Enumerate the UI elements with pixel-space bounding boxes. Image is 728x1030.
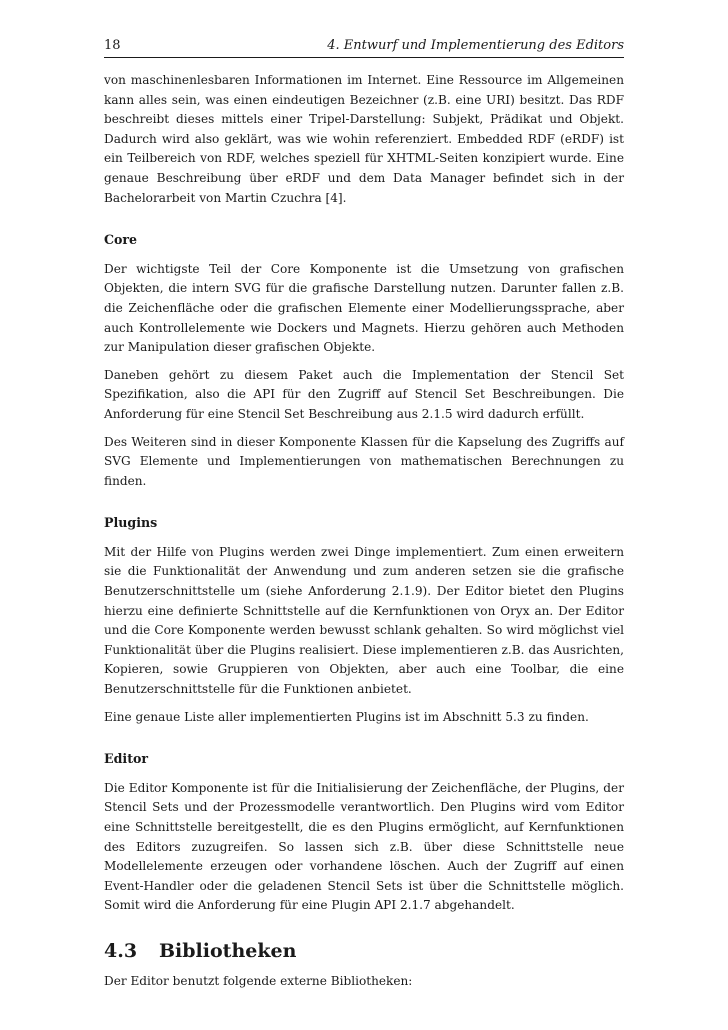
section-title: Bibliotheken xyxy=(159,939,297,962)
plugins-heading: Plugins xyxy=(104,515,158,531)
section-intro-paragraph: Der Editor benutzt folgende externe Bibliotheken: xyxy=(104,973,413,988)
plugins-paragraph-1: Mit der Hilfe von Plugins werden zwei Dinge implementiert. Zum einen erweitern sie die Funktionalität der Anwendung und zum anderen setzen sie die grafische Benutzerschnittstelle um (siehe Anforderung 2.1.9). Der Editor bietet den Plugins hierzu eine definierte Schnittstelle auf die Kernfunktionen von Oryx an. Der Editor und die Core Komponente werden bewusst schlank gehalten. So wird möglichst viel Funktionalität über die Plugins realisiert. Diese implementieren z.B. das Ausrichten, Kopieren, sowie Gruppieren von Objekten, aber auch eine Toolbar, die eine Benutzerschnittstelle für die Funktionen anbietet. xyxy=(104,544,624,697)
editor-subsection xyxy=(104,749,624,916)
core-paragraph-3: Des Weiteren sind in dieser Komponente Klassen für die Kapselung des Zugriffs auf SVG Elemente und Implementierungen von mathematischen Berechnungen zu finden. xyxy=(104,434,624,488)
editor-paragraph-1: Die Editor Komponente ist für die Initialisierung der Zeichenfläche, der Plugins, der Stencil Sets und der Prozessmodelle verantwortlich. Den Plugins wird vom Editor eine Schnittstelle bereitgestellt, die es den Plugins ermöglicht, auf Kernfunktionen des Editors zuzugreifen. So lassen sich z.B. über diese Schnittstelle neue Modellelemente erzeugen oder vorhandene löschen. Auch der Zugriff auf einen Event-Handler oder die geladenen Stencil Sets ist über die Schnittstelle möglich. Somit wird die Anforderung für eine Plugin API 2.1.7 abgehandelt. xyxy=(104,780,624,913)
section-number: 4.3 xyxy=(104,939,138,962)
core-heading: Core xyxy=(104,232,138,248)
core-subsection xyxy=(104,230,624,491)
running-chapter-title: 4. Entwurf und Implementierung des Editors xyxy=(327,38,624,53)
running-head xyxy=(104,36,624,56)
core-paragraph-2: Daneben gehört zu diesem Paket auch die Implementation der Stencil Set Spezifikation, also die API für den Zugriff auf Stencil Set Beschreibungen. Die Anforderung für eine Stencil Set Beschreibung aus 2.1.5 wird dadurch erfüllt. xyxy=(104,367,624,421)
section-heading xyxy=(104,938,624,964)
plugins-paragraph-2: Eine genaue Liste aller implementierten Plugins ist im Abschnitt 5.3 zu finden. xyxy=(104,709,589,724)
plugins-subsection xyxy=(104,513,624,727)
header-rule xyxy=(104,57,624,58)
intro-paragraph: von maschinenlesbaren Informationen im Internet. Eine Ressource im Allgemeinen kann alles sein, was einen eindeutigen Bezeichner (z.B. eine URI) besitzt. Das RDF beschreibt dieses mittels einer Tripel-Darstellung: Subjekt, Prädikat und Objekt. Dadurch wird also geklärt, was wie wohin referenziert. Embedded RDF (eRDF) ist ein Teilbereich von RDF, welches speziell für XHTML-Seiten konzipiert wurde. Eine genaue Beschreibung über eRDF und dem Data Manager befindet sich in der Bachelorarbeit von Martin Czuchra [4]. xyxy=(104,73,624,205)
page-body xyxy=(104,71,624,1000)
core-paragraph-1: Der wichtigste Teil der Core Komponente ist die Umsetzung von grafischen Objekten, die intern SVG für die grafische Darstellung nutzen. Darunter fallen z.B. die Zeichenfläche oder die grafischen Elemente einer Modellierungssprache, aber auch Kontrollelemente wie Dockers und Magnets. Hierzu gehören auch Methoden zur Manipulation dieser grafischen Objekte. xyxy=(104,261,624,355)
editor-heading: Editor xyxy=(104,751,149,767)
page-number: 18 xyxy=(104,38,121,53)
